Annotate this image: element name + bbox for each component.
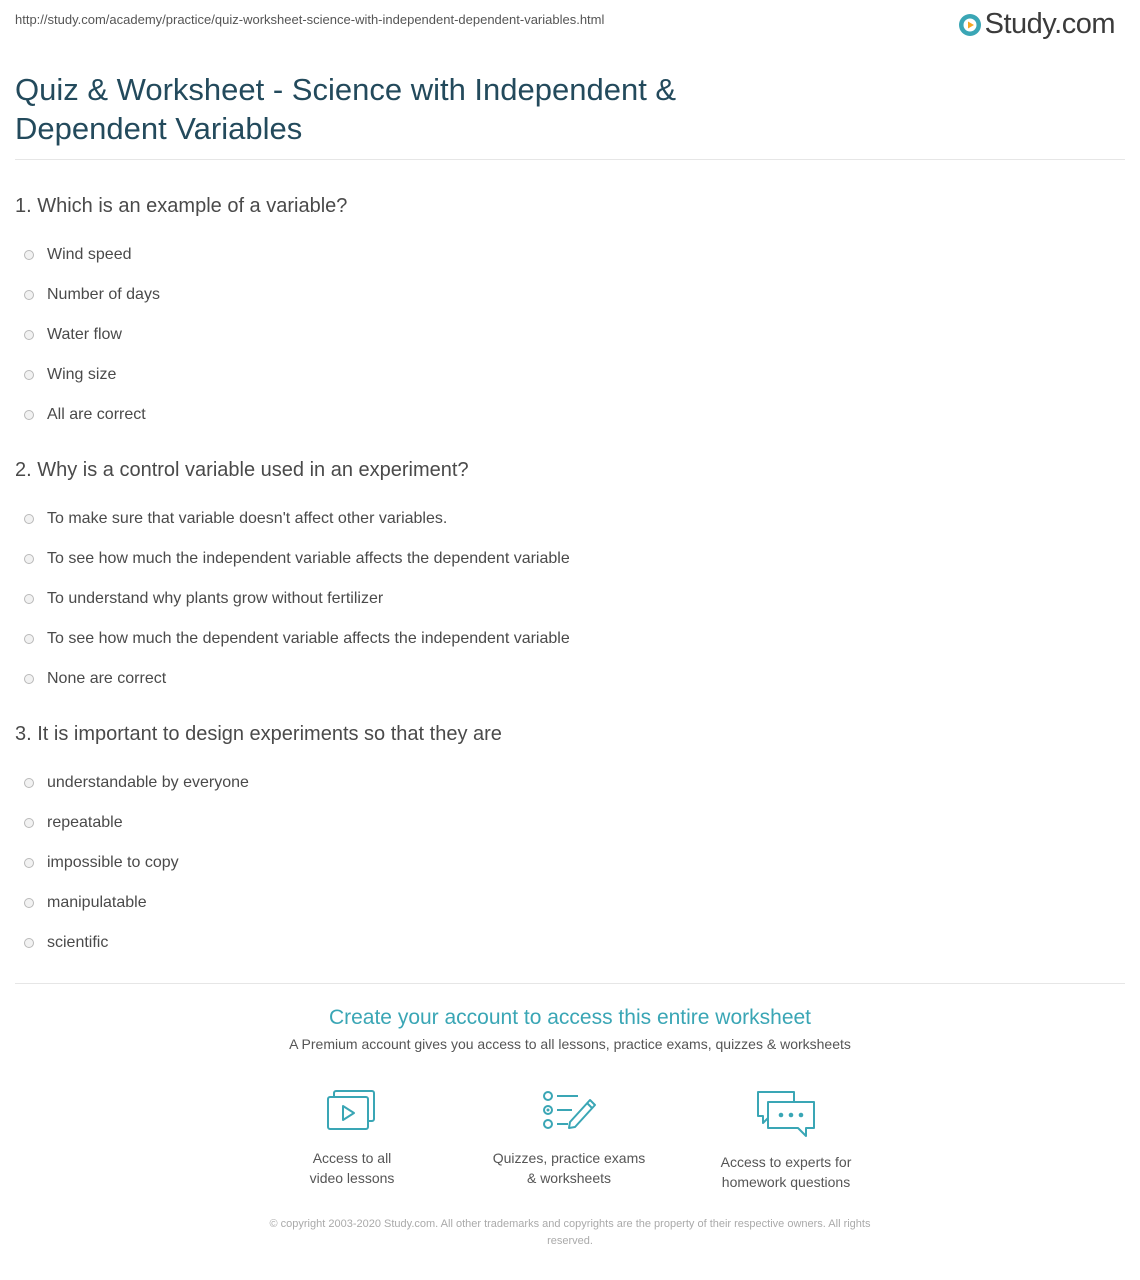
answer-option[interactable] (15, 235, 1115, 275)
radio-button[interactable] (24, 554, 34, 564)
radio-button[interactable] (24, 370, 34, 380)
radio-button[interactable] (24, 634, 34, 644)
radio-button[interactable] (24, 250, 34, 260)
radio-button[interactable] (24, 290, 34, 300)
radio-button[interactable] (24, 938, 34, 948)
answer-label: impossible to copy (47, 854, 179, 871)
study-logo[interactable] (958, 8, 1115, 41)
feature-label-line-1: Quizzes, practice exams (492, 1150, 646, 1166)
video-lessons-icon (324, 1088, 380, 1136)
copyright-line-2: reserved. (547, 1235, 593, 1247)
radio-button[interactable] (24, 898, 34, 908)
feature-label-line-1: Access to experts for (720, 1154, 852, 1170)
page-title (15, 70, 815, 148)
question-1 (15, 193, 1115, 435)
answer-label: None are correct (47, 670, 167, 687)
title-divider (15, 159, 1125, 160)
answer-label: Water flow (47, 326, 122, 343)
feature-label-line-2: homework questions (721, 1174, 851, 1190)
question-2 (15, 457, 1115, 699)
answer-label: manipulatable (47, 894, 147, 911)
question-title: 1. Which is an example of a variable? (15, 195, 348, 217)
copyright-notice (210, 1216, 930, 1250)
feature-label (686, 1152, 886, 1192)
answer-option[interactable] (15, 539, 1115, 579)
answer-option[interactable] (15, 315, 1115, 355)
page-url[interactable]: http://study.com/academy/practice/quiz-worksheet-science-with-independent-dependent-variables.html (15, 12, 605, 27)
answer-label: Wing size (47, 366, 117, 383)
page-title-line-2: Dependent Variables (15, 111, 303, 146)
answer-option[interactable] (15, 883, 1115, 923)
question-3 (15, 721, 1115, 963)
answer-option[interactable] (15, 803, 1115, 843)
radio-button[interactable] (24, 594, 34, 604)
cta-divider (15, 983, 1125, 984)
question-title: 2. Why is a control variable used in an experiment? (15, 459, 469, 481)
radio-button[interactable] (24, 674, 34, 684)
feature-label (469, 1148, 669, 1188)
answer-option[interactable] (15, 275, 1115, 315)
radio-button[interactable] (24, 818, 34, 828)
answer-option[interactable] (15, 499, 1115, 539)
radio-button[interactable] (24, 410, 34, 420)
answer-option[interactable] (15, 763, 1115, 803)
feature-label-line-2: video lessons (309, 1170, 395, 1186)
copyright-line-1: © copyright 2003-2020 Study.com. All other trademarks and copyrights are the property of their respective owners. All rights (269, 1218, 871, 1230)
create-account-link[interactable]: Create your account to access this entire worksheet (328, 1006, 812, 1029)
feature-label-line-2: & worksheets (526, 1170, 612, 1186)
answer-option[interactable] (15, 355, 1115, 395)
answer-option[interactable] (15, 579, 1115, 619)
cta-subtitle: A Premium account gives you access to all lessons, practice exams, quizzes & worksheets (289, 1036, 851, 1052)
answer-label: To understand why plants grow without fertilizer (47, 590, 384, 607)
answer-option[interactable] (15, 659, 1115, 699)
answer-options (15, 499, 1115, 699)
answer-option[interactable] (15, 843, 1115, 883)
answer-label: To see how much the dependent variable affects the independent variable (47, 630, 570, 647)
feature-quizzes (469, 1088, 669, 1188)
answer-label: understandable by everyone (47, 774, 249, 791)
feature-label (252, 1148, 452, 1188)
answer-option[interactable] (15, 395, 1115, 435)
answer-label: Number of days (47, 286, 160, 303)
feature-label-line-1: Access to all (312, 1150, 392, 1166)
answer-option[interactable] (15, 619, 1115, 659)
answer-label: To see how much the independent variable affects the dependent variable (47, 550, 570, 567)
answer-options (15, 763, 1115, 963)
quiz-checklist-icon (540, 1088, 598, 1136)
answer-label: repeatable (47, 814, 123, 831)
answer-label: Wind speed (47, 246, 132, 263)
radio-button[interactable] (24, 514, 34, 524)
logo-text: Study.com (984, 8, 1115, 40)
radio-button[interactable] (24, 858, 34, 868)
answer-label: scientific (47, 934, 109, 951)
chat-bubbles-icon (754, 1088, 818, 1140)
answer-label: All are correct (47, 406, 146, 423)
top-bar (0, 0, 1140, 56)
radio-button[interactable] (24, 778, 34, 788)
page-title-line-1: Quiz & Worksheet - Science with Independent & (15, 72, 677, 107)
radio-button[interactable] (24, 330, 34, 340)
answer-option[interactable] (15, 923, 1115, 963)
question-title: 3. It is important to design experiments so that they are (15, 723, 502, 745)
answer-options (15, 235, 1115, 435)
answer-label: To make sure that variable doesn't affect other variables. (47, 510, 448, 527)
play-logo-icon (958, 13, 982, 37)
feature-video-lessons (252, 1088, 452, 1188)
feature-experts (686, 1088, 886, 1192)
